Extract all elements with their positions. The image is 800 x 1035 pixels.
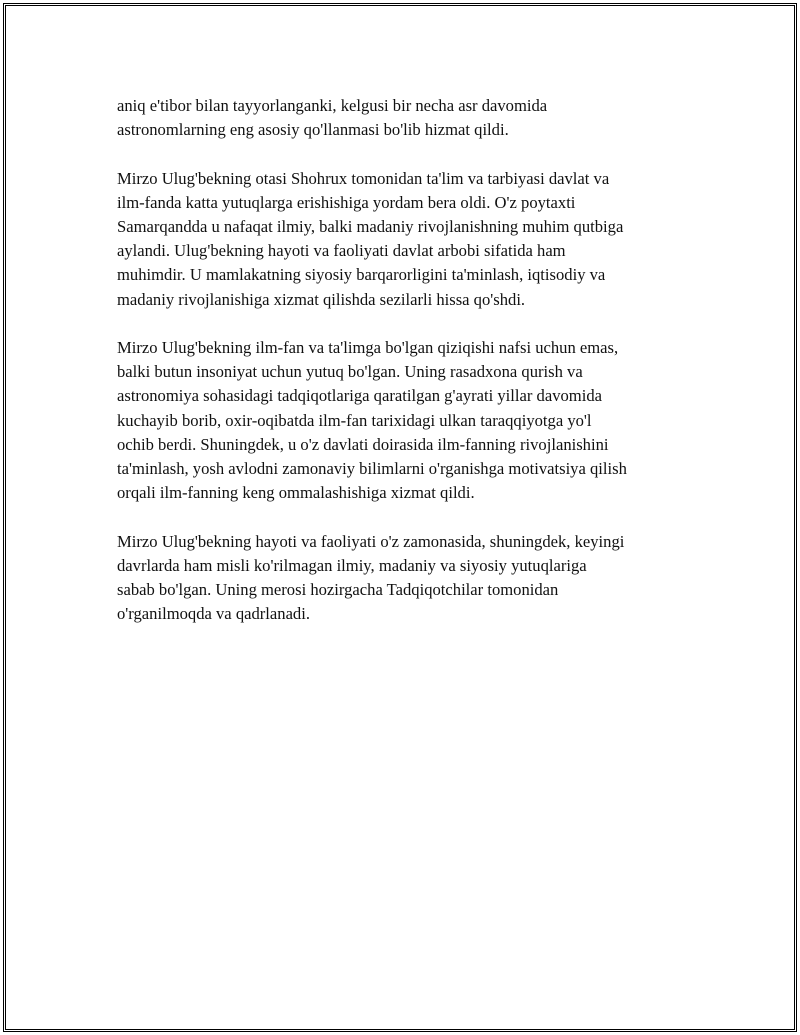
text-line: ochib berdi. Shuningdek, u o'z davlati doirasida ilm-fanning rivojlanishini xyxy=(117,434,609,454)
document-body xyxy=(117,94,697,651)
text-line: Mirzo Ulug'bekning ilm-fan va ta'limga bo'lgan qiziqishi nafsi uchun emas, xyxy=(117,338,619,357)
text-line: muhimdir. U mamlakatning siyosiy barqarorligini ta'minlash, iqtisodiy va xyxy=(117,265,606,285)
text-line: aylandi. Ulug'bekning hayoti va faoliyati davlat arbobi sifatida ham xyxy=(117,241,566,261)
text-line: kuchayib borib, oxir-oqibatda ilm-fan tarixidagi ulkan taraqqiyotga yo'l xyxy=(117,410,592,430)
text-line: sabab bo'lgan. Uning merosi hozirgacha Tadqiqotchilar tomonidan xyxy=(117,580,559,600)
text-line: astronomlarning eng asosiy qo'llanmasi bo'lib hizmat qildi. xyxy=(117,120,509,140)
text-line: Mirzo Ulug'bekning otasi Shohrux tomonidan ta'lim va tarbiyasi davlat va xyxy=(117,168,610,188)
text-line: balki butun insoniyat uchun yutuq bo'lgan. Uning rasadxona qurish va xyxy=(117,362,583,382)
paragraph-4 xyxy=(117,530,697,627)
text-line: Mirzo Ulug'bekning hayoti va faoliyati o'z zamonasida, shuningdek, keyingi xyxy=(117,531,625,551)
paragraph-3 xyxy=(117,336,697,505)
text-line: o'rganilmoqda va qadrlanadi. xyxy=(117,604,310,624)
text-line: madaniy rivojlanishiga xizmat qilishda sezilarli hissa qo'shdi. xyxy=(117,289,526,309)
paragraph-1 xyxy=(117,94,697,142)
text-line: astronomiya sohasidagi tadqiqotlariga qaratilgan g'ayrati yillar davomida xyxy=(117,386,602,406)
text-line: ilm-fanda katta yutuqlarga erishishiga yordam bera oldi. O'z poytaxti xyxy=(117,192,576,212)
text-line: davrlarda ham misli ko'rilmagan ilmiy, madaniy va siyosiy yutuqlariga xyxy=(117,555,587,575)
text-line: orqali ilm-fanning keng ommalashishiga xizmat qildi. xyxy=(117,483,475,503)
text-line: Samarqandda u nafaqat ilmiy, balki madaniy rivojlanishning muhim qutbiga xyxy=(117,217,624,236)
text-line: ta'minlash, yosh avlodni zamonaviy bilimlarni o'rganishga motivatsiya qilish xyxy=(117,459,627,479)
paragraph-2 xyxy=(117,167,697,312)
text-line: aniq e'tibor bilan tayyorlanganki, kelgusi bir necha asr davomida xyxy=(117,96,548,115)
